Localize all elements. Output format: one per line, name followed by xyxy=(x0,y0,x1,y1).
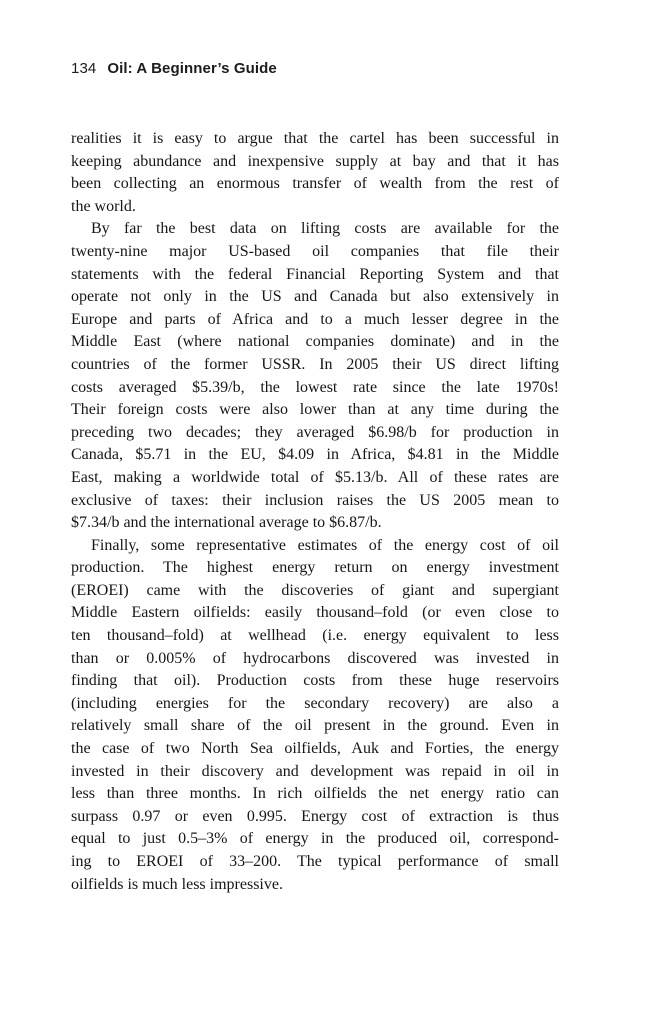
text-line: (including energies for the secondary recovery) are also a xyxy=(71,694,559,712)
text-line: Europe and parts of Africa and to a much lesser degree in the xyxy=(71,310,559,328)
page-number: 134 xyxy=(71,60,97,77)
text-line: preceding two decades; they averaged $6.98/b for production in xyxy=(71,423,559,441)
paragraph xyxy=(71,535,559,897)
text-line: keeping abundance and inexpensive supply at bay and that it has xyxy=(71,152,559,170)
text-line: invested in their discovery and development was repaid in oil in xyxy=(71,762,559,780)
text-line: equal to just 0.5–3% of energy in the produced oil, correspond- xyxy=(71,830,559,848)
page-body xyxy=(71,128,559,896)
text-line: East, making a worldwide total of $5.13/b. All of these rates are xyxy=(71,468,559,486)
text-line: less than three months. In rich oilfields the net energy ratio can xyxy=(71,785,559,803)
book-title: Oil: A Beginner’s Guide xyxy=(107,60,277,77)
paragraph xyxy=(71,128,559,218)
text-line: relatively small share of the oil present in the ground. Even in xyxy=(71,717,559,735)
text-line: statements with the federal Financial Reporting System and that xyxy=(71,265,559,283)
text-line: costs averaged $5.39/b, the lowest rate since the late 1970s! xyxy=(71,378,559,396)
text-line: operate not only in the US and Canada but also extensively in xyxy=(71,288,559,306)
text-line: ing to EROEI of 33–200. The typical performance of small xyxy=(71,853,559,870)
page-header xyxy=(71,60,277,77)
text-line: Finally, some representative estimates of the energy cost of oil xyxy=(91,536,559,554)
text-line: Middle Eastern oilfields: easily thousand–fold (or even close to xyxy=(71,604,559,622)
text-line: been collecting an enormous transfer of wealth from the rest of xyxy=(71,175,559,193)
text-line: Their foreign costs were also lower than at any time during the xyxy=(71,401,559,419)
text-line: exclusive of taxes: their inclusion raises the US 2005 mean to xyxy=(71,491,559,509)
text-line: oilfields is much less impressive. xyxy=(71,875,283,893)
text-line: By far the best data on lifting costs are available for the xyxy=(91,220,559,238)
text-line: countries of the former USSR. In 2005 their US direct lifting xyxy=(71,355,559,373)
text-line: twenty-nine major US-based oil companies that file their xyxy=(71,242,559,260)
text-line: realities it is easy to argue that the cartel has been successful in xyxy=(71,130,559,147)
text-line: Middle East (where national companies dominate) and in the xyxy=(71,333,559,351)
text-line: $7.34/b and the international average to $6.87/b. xyxy=(71,514,382,532)
text-line: the case of two North Sea oilfields, Auk and Forties, the energy xyxy=(71,740,559,758)
text-line: than or 0.005% of hydrocarbons discovered was invested in xyxy=(71,649,559,667)
text-line: ten thousand–fold) at wellhead (i.e. energy equivalent to less xyxy=(71,627,559,645)
text-line: production. The highest energy return on energy investment xyxy=(71,559,559,577)
text-line: (EROEI) came with the discoveries of giant and supergiant xyxy=(71,581,559,599)
text-line: surpass 0.97 or even 0.995. Energy cost of extraction is thus xyxy=(71,807,559,825)
paragraph xyxy=(71,218,559,534)
text-line: Canada, $5.71 in the EU, $4.09 in Africa, $4.81 in the Middle xyxy=(71,446,559,464)
text-line: the world. xyxy=(71,197,136,215)
text-line: finding that oil). Production costs from these huge reservoirs xyxy=(71,672,559,690)
